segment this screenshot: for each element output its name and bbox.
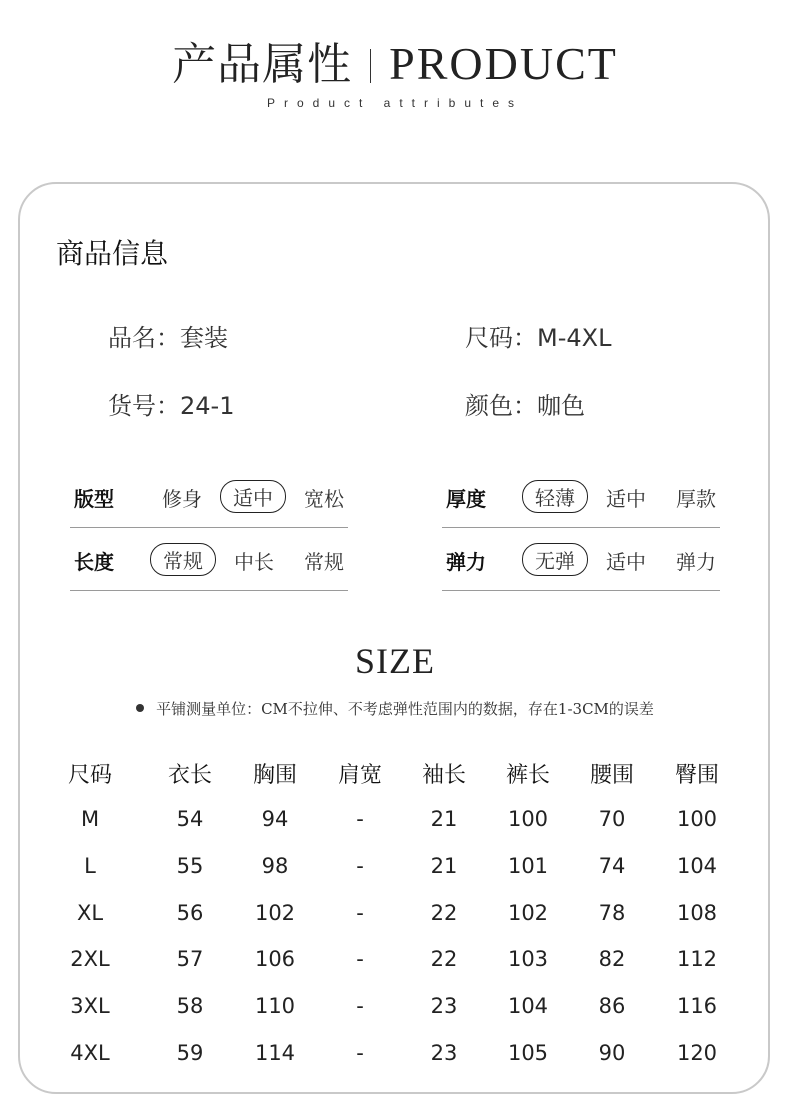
table-cell: 102 xyxy=(254,900,296,925)
table-cell: L xyxy=(84,853,96,878)
size-title: SIZE xyxy=(355,641,435,681)
table-cell: 74 xyxy=(598,853,626,878)
table-cell: 94 xyxy=(261,807,289,831)
table-cell: 78 xyxy=(598,900,626,925)
attr-label: 厚度 xyxy=(446,487,486,511)
attr-option: 适中 xyxy=(606,550,646,574)
title-cn: 产品属性 xyxy=(172,39,353,90)
attr-option: 常规 xyxy=(304,550,344,574)
table-cell: 56 xyxy=(176,900,204,925)
table-cell: 2XL xyxy=(70,947,110,972)
table-cell: 70 xyxy=(598,807,626,831)
table-cell: 82 xyxy=(598,947,626,972)
attr-label: 版型 xyxy=(74,487,114,511)
info-value: 套装 xyxy=(180,324,228,352)
attr-option: 修身 xyxy=(162,487,202,511)
info-value: 咖色 xyxy=(537,392,585,420)
table-cell: 58 xyxy=(176,994,204,1019)
table-cell: 86 xyxy=(598,994,626,1019)
table-cell: 100 xyxy=(676,807,718,831)
table-cell: 22 xyxy=(430,900,458,925)
table-cell: 104 xyxy=(676,853,718,878)
table-cell: XL xyxy=(76,900,104,925)
table-cell: 3XL xyxy=(70,994,110,1019)
info-label: 颜色： xyxy=(465,392,537,420)
attr-option-selected: 适中 xyxy=(220,480,286,513)
attr-label: 长度 xyxy=(74,550,114,574)
page-subtitle: Product attributes xyxy=(266,96,524,110)
table-cell: 120 xyxy=(676,1041,718,1065)
info-label: 尺码： xyxy=(465,324,537,352)
table-cell: 23 xyxy=(430,994,458,1019)
table-cell: 105 xyxy=(507,1041,549,1065)
table-header-cell: 袖长 xyxy=(421,763,466,788)
table-cell: 98 xyxy=(261,853,289,878)
table-cell: 100 xyxy=(507,807,549,831)
table-header-cell: 衣长 xyxy=(167,763,212,788)
info-value: 24-1 xyxy=(180,392,235,420)
table-cell: - xyxy=(356,853,364,878)
table-header-cell: 肩宽 xyxy=(337,763,382,788)
table-cell: 4XL xyxy=(70,1041,110,1065)
attr-label: 弹力 xyxy=(446,550,486,574)
table-cell: 55 xyxy=(176,853,204,878)
table-cell: 101 xyxy=(507,853,549,878)
table-header-cell: 臀围 xyxy=(674,763,719,788)
table-header-cell: 尺码 xyxy=(67,763,112,788)
info-value: M-4XL xyxy=(537,324,612,352)
table-cell: 106 xyxy=(254,947,296,972)
attr-option: 厚款 xyxy=(676,487,716,511)
table-cell: 21 xyxy=(430,853,458,878)
table-cell: - xyxy=(356,807,364,831)
table-cell: 21 xyxy=(430,807,458,831)
table-header-cell: 裤长 xyxy=(505,763,550,788)
info-label: 品名： xyxy=(108,324,180,352)
table-cell: - xyxy=(356,947,364,972)
table-cell: 23 xyxy=(430,1041,458,1065)
table-cell: 102 xyxy=(507,900,549,925)
table-cell: 116 xyxy=(676,994,718,1019)
table-cell: 114 xyxy=(254,1041,296,1065)
table-cell: 59 xyxy=(176,1041,204,1065)
table-cell: M xyxy=(80,807,100,831)
table-cell: 108 xyxy=(676,900,718,925)
attr-option: 弹力 xyxy=(676,550,716,574)
table-cell: 110 xyxy=(254,994,296,1019)
attr-option: 适中 xyxy=(606,487,646,511)
attr-option-selected: 轻薄 xyxy=(522,480,588,513)
table-cell: 90 xyxy=(598,1041,626,1065)
table-cell: - xyxy=(356,900,364,925)
table-header-cell: 胸围 xyxy=(252,763,297,788)
table-cell: - xyxy=(356,1041,364,1065)
table-cell: 57 xyxy=(176,947,204,972)
table-cell: 103 xyxy=(507,947,549,972)
table-cell: - xyxy=(356,994,364,1019)
info-label: 货号： xyxy=(108,392,180,420)
table-header-cell: 腰围 xyxy=(589,763,634,788)
attr-option: 宽松 xyxy=(304,487,344,511)
table-cell: 22 xyxy=(430,947,458,972)
table-cell: 54 xyxy=(176,807,204,831)
title-en: PRODUCT xyxy=(389,38,618,89)
section-title: 商品信息 xyxy=(56,237,169,270)
table-cell: 104 xyxy=(507,994,549,1019)
attr-option-selected: 常规 xyxy=(150,543,216,576)
attr-option-selected: 无弹 xyxy=(522,543,588,576)
size-note-text: 平铺测量单位：CM不拉伸、不考虑弹性范围内的数据，存在1-3CM的误差 xyxy=(156,700,654,718)
table-cell: 112 xyxy=(676,947,718,972)
attr-option: 中长 xyxy=(234,550,274,574)
